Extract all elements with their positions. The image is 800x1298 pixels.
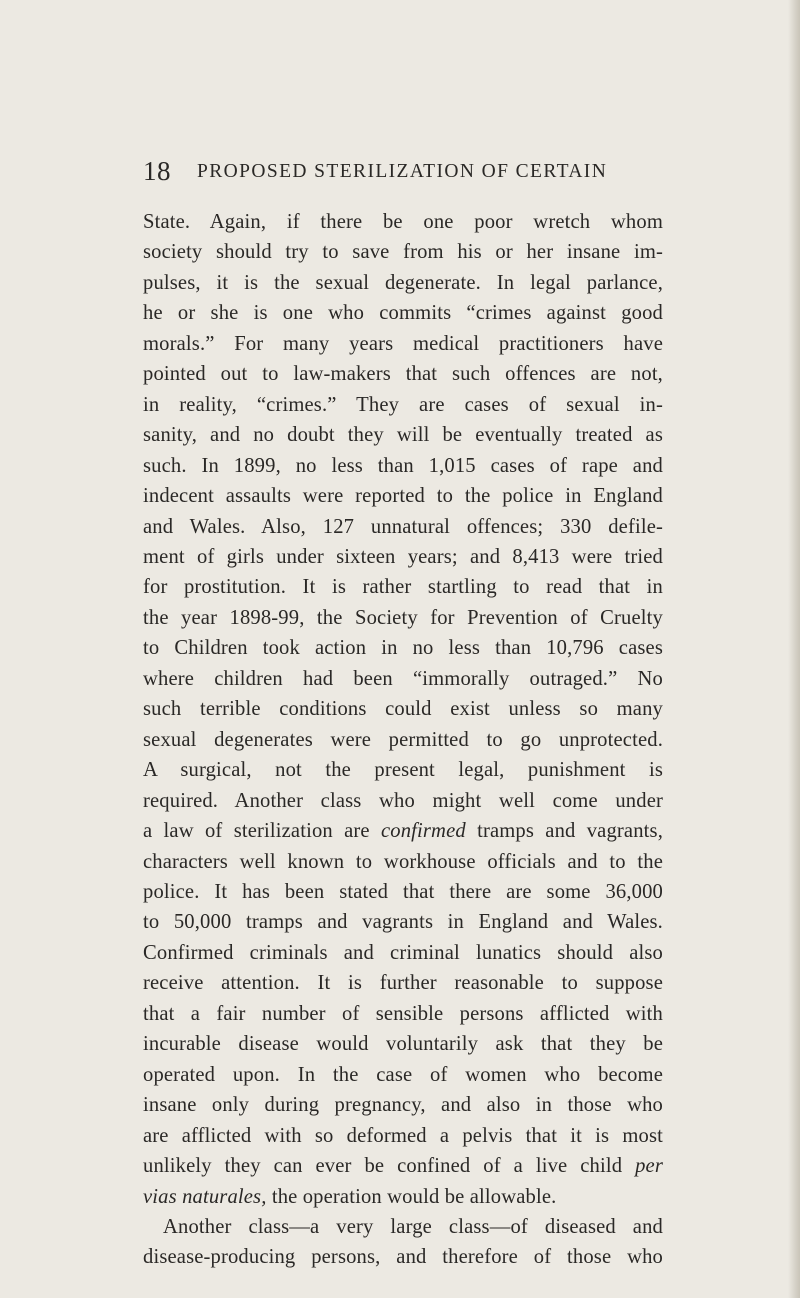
text-line-with-italic — [143, 1182, 663, 1212]
text-line: that a fair number of sensible persons afflicted with — [143, 1002, 663, 1025]
body-text — [143, 207, 663, 1273]
text-line: where children had been “immorally outraged.” No — [143, 667, 663, 690]
italic-word: per — [635, 1155, 663, 1178]
text-line: State. Again, if there be one poor wretch whom — [143, 211, 663, 233]
text-line-with-italic — [143, 816, 663, 846]
paragraph-start-line: Another class—a very large class—of diseased and — [163, 1215, 663, 1238]
text-line: disease-producing persons, and therefore of those who — [143, 1246, 663, 1269]
text-line: such terrible conditions could exist unless so many — [143, 698, 663, 721]
page-header — [143, 156, 663, 190]
text-run: the operation would be allowable. — [266, 1185, 557, 1208]
text-line: A surgical, not the present legal, punishment is — [143, 759, 663, 782]
text-line: to 50,000 tramps and vagrants in England and Wales. — [143, 911, 663, 934]
running-head: PROPOSED STERILIZATION OF CERTAIN — [197, 161, 608, 182]
text-line: pulses, it is the sexual degenerate. In legal parlance, — [143, 271, 663, 294]
text-line: characters well known to workhouse officials and to the — [143, 850, 663, 873]
text-line: Confirmed criminals and criminal lunatics should also — [143, 941, 663, 964]
page-edge-shadow — [788, 0, 800, 1298]
text-line: society should try to save from his or her insane im- — [143, 241, 663, 264]
text-line: for prostitution. It is rather startling to read that in — [143, 576, 663, 599]
text-run: unlikely they can ever be confined of a live child — [143, 1155, 636, 1178]
text-line: incurable disease would voluntarily ask that they be — [143, 1033, 663, 1056]
text-line: operated upon. In the case of women who become — [143, 1063, 663, 1086]
text-line: to Children took action in no less than 10,796 cases — [143, 637, 663, 660]
text-line: receive attention. It is further reasonable to suppose — [143, 972, 663, 995]
text-line: required. Another class who might well come under — [143, 789, 663, 812]
text-run: a law of sterilization are — [143, 820, 381, 843]
text-line: in reality, “crimes.” They are cases of sexual in- — [143, 393, 663, 416]
italic-word: confirmed — [380, 820, 466, 843]
text-line: morals.” For many years medical practitioners have — [143, 332, 663, 355]
text-line: ment of girls under sixteen years; and 8,413 were tried — [143, 545, 663, 568]
text-line: police. It has been stated that there are some 36,000 — [143, 880, 663, 903]
page-number: 18 — [143, 156, 171, 186]
text-line: sanity, and no doubt they will be eventually treated as — [143, 424, 663, 447]
text-line: and Wales. Also, 127 unnatural offences; 330 defile- — [143, 515, 663, 538]
text-line — [143, 1151, 663, 1181]
text-line: such. In 1899, no less than 1,015 cases of rape and — [143, 454, 663, 477]
text-line: he or she is one who commits “crimes against good — [143, 302, 663, 325]
text-run: tramps and vagrants, — [465, 820, 663, 843]
text-line: sexual degenerates were permitted to go unprotected. — [143, 728, 663, 751]
text-line: the year 1898-99, the Society for Prevention of Cruelty — [143, 606, 663, 629]
text-line: indecent assaults were reported to the police in England — [143, 485, 663, 508]
italic-phrase: vias naturales, — [143, 1185, 267, 1208]
text-line: pointed out to law-makers that such offences are not, — [143, 363, 663, 386]
text-line: are afflicted with so deformed a pelvis that it is most — [143, 1124, 663, 1147]
text-line: insane only during pregnancy, and also in those who — [143, 1094, 663, 1117]
